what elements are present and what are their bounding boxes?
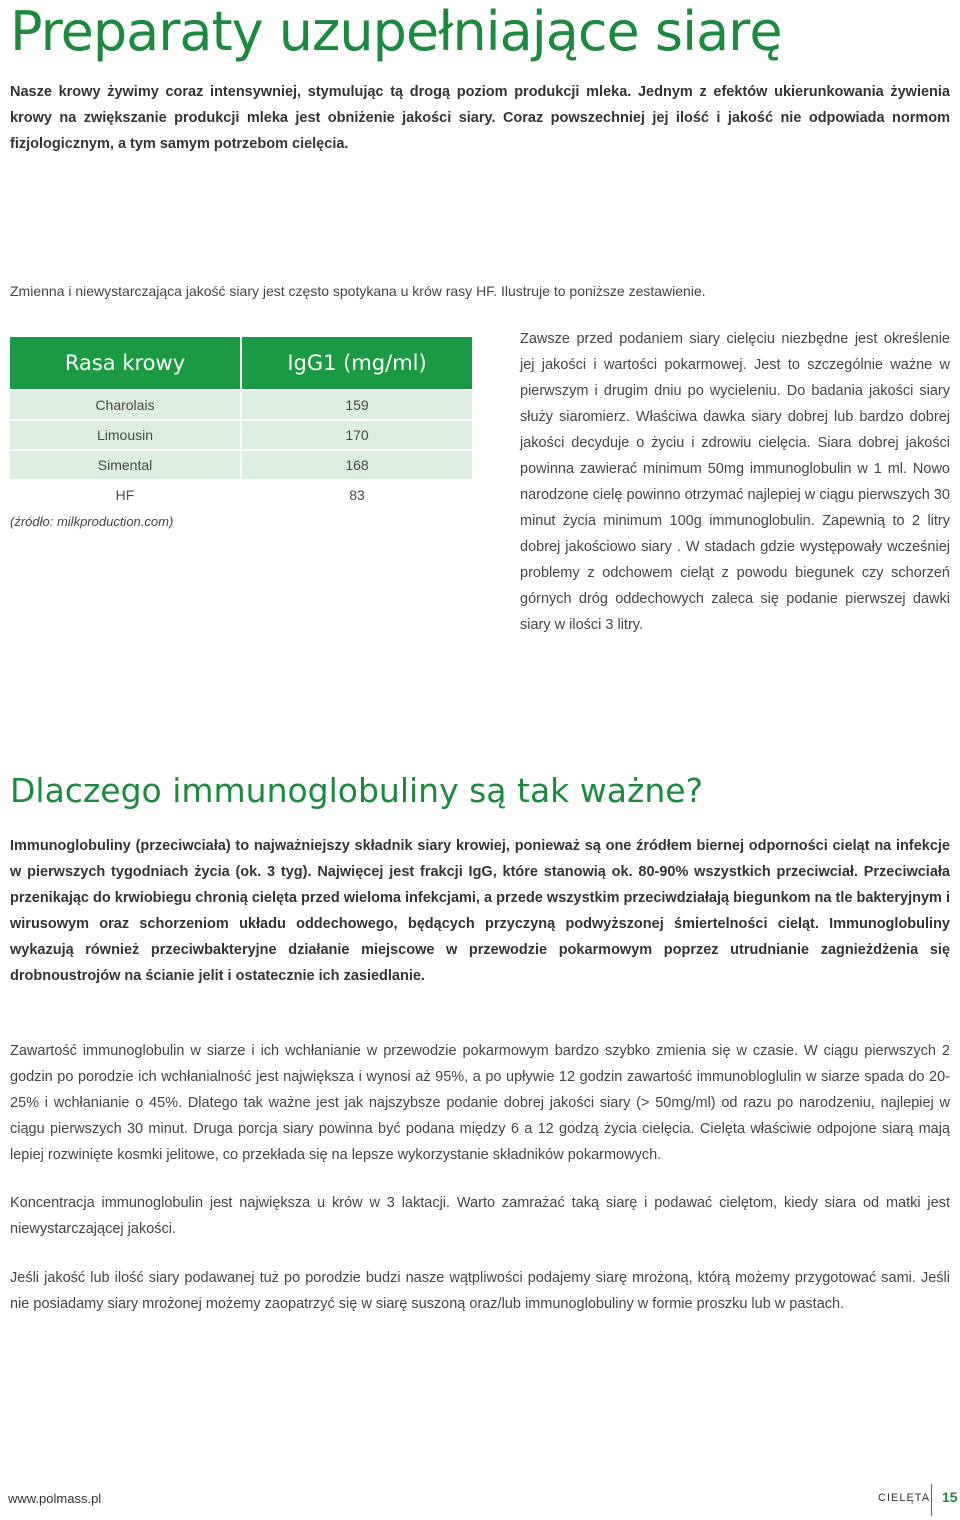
table-header-row — [10, 337, 472, 390]
body-paragraph-1: Zawartość immunoglobulin w siarze i ich wchłanianie w przewodzie pokarmowym bardzo szybko zmienia się w czasie. W ciągu pierwszych 2 godzin po porodzie ich wchłanialność jest największa i wynosi aż 95%, a po upływie 12 godzin zawartość immunobloglulin w siarze spada do 20-25% i wchłanianie o 45%. Dlatego tak ważne jest jak najszybsze podanie dobrej jakości siary (> 50mg/ml) od razu po narodzeniu, najlepiej w ciągu pierwszych 30 minut. Druga porcja siary powinna być podana między 6 a 12 godzą życia cielęcia. Cielęta właściwie odpojone siarą mają lepiej rozwinięte kosmki jelitowe, co przekłada się na lepsze wykorzystanie składników pokarmowych. — [10, 1043, 950, 1163]
table-cell-igg: 170 — [241, 420, 472, 450]
table-cell-breed: Charolais — [10, 390, 241, 420]
body-paragraph-3: Jeśli jakość lub ilość siary podawanej tuż po porodzie budzi nasze wątpliwości podajemy siarę mrożoną, którą możemy przygotować sami. Jeśli nie posiadamy siary mrożonej możemy zaopatrzyć się w siarę suszoną oraz/lub immunoglobuliny w formie proszku lub w pastach. — [10, 1270, 950, 1312]
section-bold-paragraph: Immunoglobuliny (przeciwciała) to najważniejszy składnik siary krowiej, ponieważ są one źródłem biernej odporności cieląt na infekcje w pierwszych tygodniach życia (ok. 3 tyg). Najwięcej jest frakcji IgG, które stanowią ok. 80-90% wszystkich przeciwciał. Przeciwciała przenikając do krwiobiegu chronią cielęta przed wieloma infekcjami, a przede wszystkim przeciwdziałają biegunkom na tle bakteryjnym i wirusowym oraz schorzeniom układu oddechowego, będących przyczyną podwyższonej śmiertelności cieląt. Immunoglobuliny wykazują również przeciwbakteryjne działanie miejscowe w przewodzie pokarmowym poprzez utrudnianie zagnieżdżenia się drobnoustrojów na ścianie jelit i ostatecznie ich zasiedlanie. — [10, 838, 950, 984]
table-row — [10, 450, 472, 480]
side-column-text: Zawsze przed podaniem siary cielęciu niezbędne jest określenie jej jakości i wartości pokarmowej. Jest to szczególnie ważne w pierwszym i drugim dniu po wycieleniu. Do badania jakości siary służy siaromierz. Właściwa dawka siary dobrej lub bardzo dobrej jakości decyduje o życiu i zdrowiu cielęcia. Siara dobrej jakości powinna zawierać minimum 50mg immunoglobulin w 1 ml. Nowo narodzone cielę powinno otrzymać najlepiej w ciągu pierwszych 30 minut życia minimum 100g immunoglobulin. Zapewnią to 2 litry dobrej jakościowo siary . W stadach gdzie występowały wcześniej problemy z odchowem cieląt z powodu biegunek czy schorzeń górnych dróg oddechowych zaleca się podanie pierwszej dawki siary w ilości 3 litry. — [520, 331, 950, 633]
table-cell-igg: 83 — [241, 480, 472, 509]
table-row — [10, 390, 472, 420]
section-heading: Dlaczego immunoglobuliny są tak ważne? — [10, 771, 704, 810]
table-header-breed: Rasa krowy — [10, 337, 241, 390]
table-cell-breed: HF — [10, 480, 241, 509]
footer-website-link[interactable]: www.polmass.pl — [8, 1491, 102, 1506]
table-source-note: (źródło: milkproduction.com) — [10, 514, 174, 529]
table-cell-igg: 159 — [241, 390, 472, 420]
table-row — [10, 480, 472, 509]
body-paragraph-2: Koncentracja immunoglobulin jest największa u krów w 3 laktacji. Warto zamrażać taką siarę i podawać cielętom, kiedy siara od matki jest niewystarczającej jakości. — [10, 1195, 950, 1237]
table-row — [10, 420, 472, 450]
footer-section-name: CIELĘTA — [878, 1492, 931, 1504]
intro-paragraph: Nasze krowy żywimy coraz intensywniej, stymulując tą drogą poziom produkcji mleka. Jednym z efektów ukierunkowania żywienia krowy na zwiększanie produkcji mleka jest obniżenie jakości siary. Coraz powszechniej jej ilość i jakość nie odpowiada normom fizjologicznym, a tym samym potrzebom cielęcia. — [10, 84, 950, 152]
table-cell-breed: Simental — [10, 450, 241, 480]
page-title: Preparaty uzupełniające siarę — [10, 0, 782, 63]
igg-table-block — [10, 337, 472, 529]
page-number: 15 — [942, 1489, 958, 1505]
igg-table — [10, 337, 472, 509]
table-lead-text: Zmienna i niewystarczająca jakość siary jest często spotykana u krów rasy HF. Ilustruje to poniższe zestawienie. — [10, 283, 706, 299]
table-cell-igg: 168 — [241, 450, 472, 480]
footer-divider — [931, 1484, 932, 1516]
table-header-igg: IgG1 (mg/ml) — [241, 337, 472, 390]
table-cell-breed: Limousin — [10, 420, 241, 450]
